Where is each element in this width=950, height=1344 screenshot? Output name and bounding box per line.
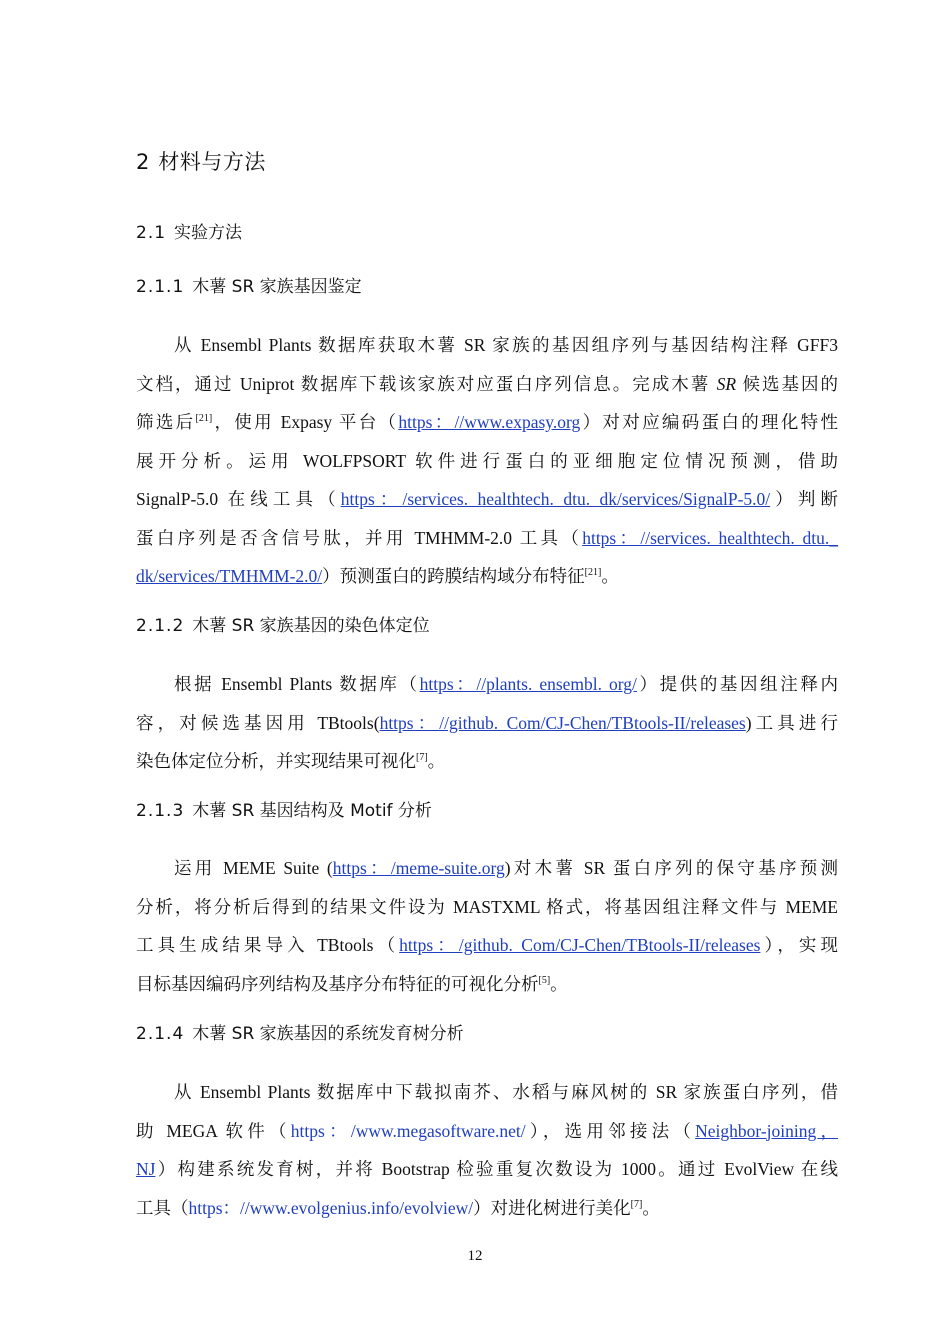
heading-number: 2.1.1: [136, 277, 185, 297]
heading-2-1-2: [136, 611, 430, 636]
heading-title: 木薯 SR 家族基因的系统发育树分析: [192, 1024, 464, 1044]
paragraph-2-1-4: [136, 1073, 838, 1227]
subsection-heading-2-1: [136, 218, 242, 243]
heading-2-1-3: [136, 796, 432, 821]
subsection-number: 2.1: [136, 223, 167, 243]
heading-number: 2.1.2: [136, 616, 185, 636]
expasy-link[interactable]: https：//www.expasy.org: [398, 412, 581, 432]
heading-title: 木薯 SR 家族基因的染色体定位: [192, 616, 430, 636]
evolview-url[interactable]: https：//www.evolgenius.info/evolview/: [188, 1197, 474, 1218]
citation: [21]: [584, 567, 602, 578]
ensembl-link[interactable]: https：//plants. ensembl. org/: [419, 674, 637, 694]
text-line: 工具（https：//www.evolgenius.info/evolview/）对进化树进行美化[7]。: [136, 1197, 660, 1218]
text-line: 文档，通过 Uniprot 数据库下载该家族对应蛋白序列信息。完成木薯 SR 候选基因的: [136, 373, 838, 394]
subsection-title: 实验方法: [174, 223, 243, 243]
text-line: 容，对候选基因用 TBtools(https：//github. Com/CJ-Chen/TBtools-II/releases)工具进行: [136, 712, 838, 733]
nj-link[interactable]: NJ: [136, 1159, 156, 1179]
heading-2-1-1: [136, 272, 362, 297]
citation: [5]: [538, 974, 551, 986]
heading-number: 2.1.4: [136, 1024, 185, 1044]
paragraph-2-1-3: [136, 849, 838, 1003]
page-number: 12: [467, 1248, 483, 1264]
heading-title: 木薯 SR 家族基因鉴定: [192, 277, 362, 297]
heading-2-1-4: [136, 1019, 464, 1044]
citation: [7]: [416, 752, 428, 763]
mega-url[interactable]: https：/www.megasoftware.net/: [290, 1120, 526, 1141]
citation: [21]: [195, 413, 213, 424]
heading-number: 2.1.3: [136, 801, 185, 821]
text-line: 展开分析。运用 WOLFPSORT 软件进行蛋白的亚细胞定位情况预测，借助: [136, 450, 838, 471]
section-heading: [136, 146, 266, 176]
meme-link[interactable]: https：/meme-suite.org: [332, 858, 505, 878]
neighbor-joining-link[interactable]: Neighbor-joining，: [695, 1120, 838, 1141]
tbtools-link[interactable]: https：//github. Com/CJ-Chen/TBtools-II/releases: [379, 712, 746, 733]
section-title: 材料与方法: [158, 150, 266, 174]
tmhmm-link-cont[interactable]: dk/services/TMHMM-2.0/: [136, 566, 323, 586]
text-line: 工具生成结果导入 TBtools（https：/github. Com/CJ-Chen/TBtools-II/releases），实现: [136, 935, 838, 955]
gene-italic: SR: [716, 373, 737, 394]
section-number: 2: [136, 150, 151, 174]
text-line: 分析，将分析后得到的结果文件设为 MASTXML 格式，将基因组注释文件与 MEME: [136, 896, 838, 917]
signalp-link[interactable]: https：/services. healthtech. dtu. dk/services/SignalP-5.0/: [340, 489, 771, 509]
citation: [7]: [630, 1198, 643, 1210]
paragraph-2-1-1: [136, 326, 838, 596]
text-line: 目标基因编码序列结构及基序分布特征的可视化分析[5]。: [136, 973, 568, 994]
text-line: 从 Ensembl Plants 数据库获取木薯 SR 家族的基因组序列与基因结构注释 GFF3: [174, 335, 838, 355]
tbtools-link[interactable]: https：/github. Com/CJ-Chen/TBtools-II/releases: [399, 935, 761, 955]
text-line: SignalP-5.0 在线工具（https：/services. healthtech. dtu. dk/services/SignalP-5.0/）判断: [136, 489, 839, 509]
text-line: 筛选后[21]，使用 Expasy 平台（https：//www.expasy.org）对对应编码蛋白的理化特性: [136, 412, 838, 432]
text-line: 运用 MEME Suite (https：/meme-suite.org)对木薯 SR 蛋白序列的保守基序预测: [174, 858, 838, 878]
text-line: 助 MEGA 软件（https：/www.megasoftware.net/），选用邻接法（Neighbor-joining，: [136, 1120, 838, 1141]
paragraph-2-1-2: [136, 665, 838, 781]
text-line: 蛋白序列是否含信号肽，并用 TMHMM-2.0 工具（https：//services. healthtech. dtu._: [136, 527, 838, 548]
text-line: 根据 Ensembl Plants 数据库（https：//plants. ensembl. org/）提供的基因组注释内: [174, 674, 838, 694]
text-line: NJ）构建系统发育树，并将 Bootstrap 检验重复次数设为 1000。通过 EvolView 在线: [136, 1159, 838, 1179]
text-line: 从 Ensembl Plants 数据库中下载拟南芥、水稻与麻风树的 SR 家族蛋白序列，借: [174, 1082, 838, 1102]
text-line: dk/services/TMHMM-2.0/）预测蛋白的跨膜结构域分布特征[21]。: [136, 566, 619, 586]
heading-title: 木薯 SR 基因结构及 Motif 分析: [192, 801, 432, 821]
text-line: 染色体定位分析，并实现结果可视化[7]。: [136, 751, 446, 771]
tmhmm-link[interactable]: https：//services. healthtech. dtu._: [582, 527, 838, 548]
